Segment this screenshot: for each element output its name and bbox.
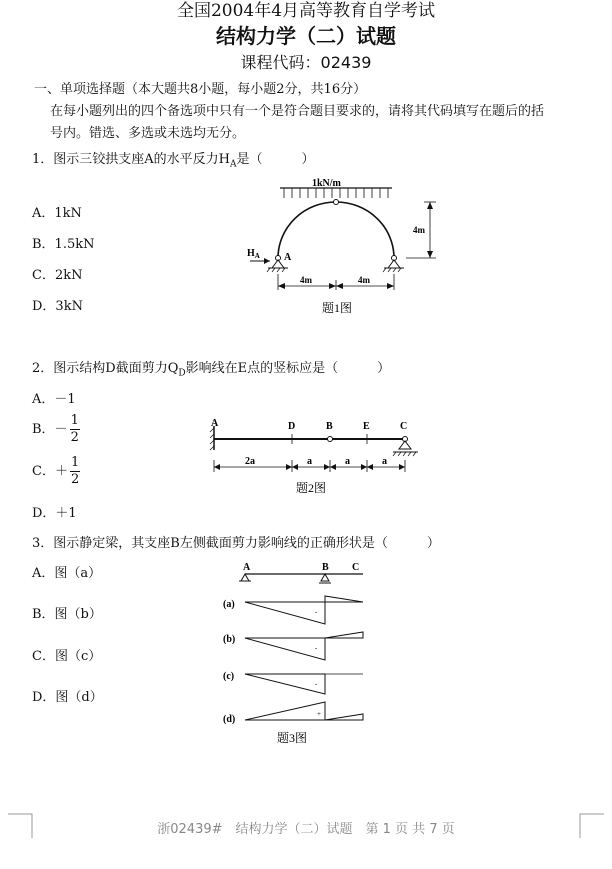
q3-figure-influence xyxy=(215,558,375,748)
q3-option-a: A．图（a） xyxy=(32,566,102,581)
panel-c-label: (c) xyxy=(223,671,235,682)
q3-stem: 3．图示静定梁，其支座B左侧截面剪力影响线的正确形状是（ ） xyxy=(32,536,440,551)
support-b xyxy=(383,256,404,273)
q2-option-b xyxy=(32,413,80,446)
reaction-label: $H_A$ xyxy=(247,248,260,260)
svg-text:-: - xyxy=(315,608,318,616)
q3-option-c: C．图（c） xyxy=(32,649,102,664)
page-footer: 浙02439# 结构力学（二）试题 第 1 页 共 7 页 xyxy=(157,822,455,837)
dim-a3-label: a xyxy=(382,456,387,467)
q2-stem-text: 2．图示结构D截面剪力Q xyxy=(32,361,179,376)
svg-text:+: + xyxy=(317,710,321,718)
fraction-numerator: 1 xyxy=(70,455,80,470)
q1-caption: 题1图 xyxy=(322,301,353,315)
q2-option-c-prefix: C．＋ xyxy=(32,464,68,479)
q1-stem-end: 是（ ） xyxy=(236,152,315,167)
svg-text:-: - xyxy=(315,680,318,688)
q2-stem xyxy=(32,357,390,379)
support-a-label: A xyxy=(284,252,292,263)
q2-option-d: D．＋1 xyxy=(32,506,77,521)
q3-option-b: B．图（b） xyxy=(32,607,102,622)
panel-a-label: (a) xyxy=(223,599,235,610)
q1-option-c: C．2kN xyxy=(32,268,83,283)
course-code: 课程代码：02439 xyxy=(240,53,372,72)
q2-option-c-fraction xyxy=(70,455,80,488)
exam-title: 全国2004年4月高等教育自学考试 xyxy=(176,1,436,21)
q3-option-d: D．图（d） xyxy=(32,690,103,705)
dim-a2-label: a xyxy=(345,456,350,467)
panel-b-label: (b) xyxy=(223,634,236,645)
svg-text:-: - xyxy=(315,644,318,652)
span-left-label: 4m xyxy=(300,275,312,285)
dim-2a-label: 2a xyxy=(245,456,255,467)
q1-option-d: D．3kN xyxy=(32,299,83,314)
q1-option-b: B．1.5kN xyxy=(32,237,95,252)
arch-curve xyxy=(278,202,394,258)
q2-stem-sub: D xyxy=(178,368,186,379)
q2-option-b-fraction xyxy=(70,413,80,446)
panel-d-label: (d) xyxy=(223,714,236,725)
panel-b-shape xyxy=(245,638,325,660)
paper-title: 结构力学（二）试题 xyxy=(216,24,396,48)
q2-figure-beam xyxy=(200,412,430,502)
section-heading: 一、单项选择题（本大题共8小题，每小题2分，共16分） xyxy=(34,82,367,97)
point-d-label: D xyxy=(288,421,296,432)
fraction-denominator: 2 xyxy=(70,472,80,487)
q1-stem-text: 1．图示三铰拱支座A的水平反力H xyxy=(32,152,230,167)
instruction-line-1: 在每小题列出的四个备选项中只有一个是符合题目要求的，请将其代码填写在题后的括 xyxy=(50,104,545,119)
dim-a1-label: a xyxy=(307,456,312,467)
point-c-label: C xyxy=(400,421,408,432)
q3-point-a-label: A xyxy=(243,562,251,573)
point-a-label: A xyxy=(211,418,219,429)
point-b-label: B xyxy=(326,421,333,432)
instruction-line-2: 号内。错选、多选或未选均无分。 xyxy=(50,126,246,141)
height-dim-label: 4m xyxy=(413,225,425,235)
panel-c-shape xyxy=(245,674,325,694)
q2-option-c xyxy=(32,455,80,488)
fraction-denominator: 2 xyxy=(70,430,79,445)
point-e-label: E xyxy=(363,421,370,432)
fraction-numerator: 1 xyxy=(70,413,79,428)
panel-d-shape xyxy=(245,702,325,720)
q3-point-b-label: B xyxy=(322,562,329,573)
span-right-label: 4m xyxy=(358,275,370,285)
q2-stem-end: 影响线在E点的竖标应是（ ） xyxy=(185,361,391,376)
panel-a-shape xyxy=(245,602,325,624)
q1-stem-sub: A xyxy=(230,159,237,170)
q1-figure-arch xyxy=(230,176,450,321)
q1-stem xyxy=(32,148,315,170)
q2-caption: 题2图 xyxy=(296,481,327,495)
q2-option-a: A．－1 xyxy=(32,392,76,407)
crown-hinge xyxy=(334,200,339,205)
q2-option-b-prefix: B．－ xyxy=(32,422,68,437)
q1-load-label: 1kN/m xyxy=(312,178,341,189)
q3-caption: 题3图 xyxy=(277,731,308,745)
hinge-b xyxy=(328,437,333,442)
q3-point-c-label: C xyxy=(352,562,360,573)
q1-option-a: A．1kN xyxy=(32,206,82,221)
